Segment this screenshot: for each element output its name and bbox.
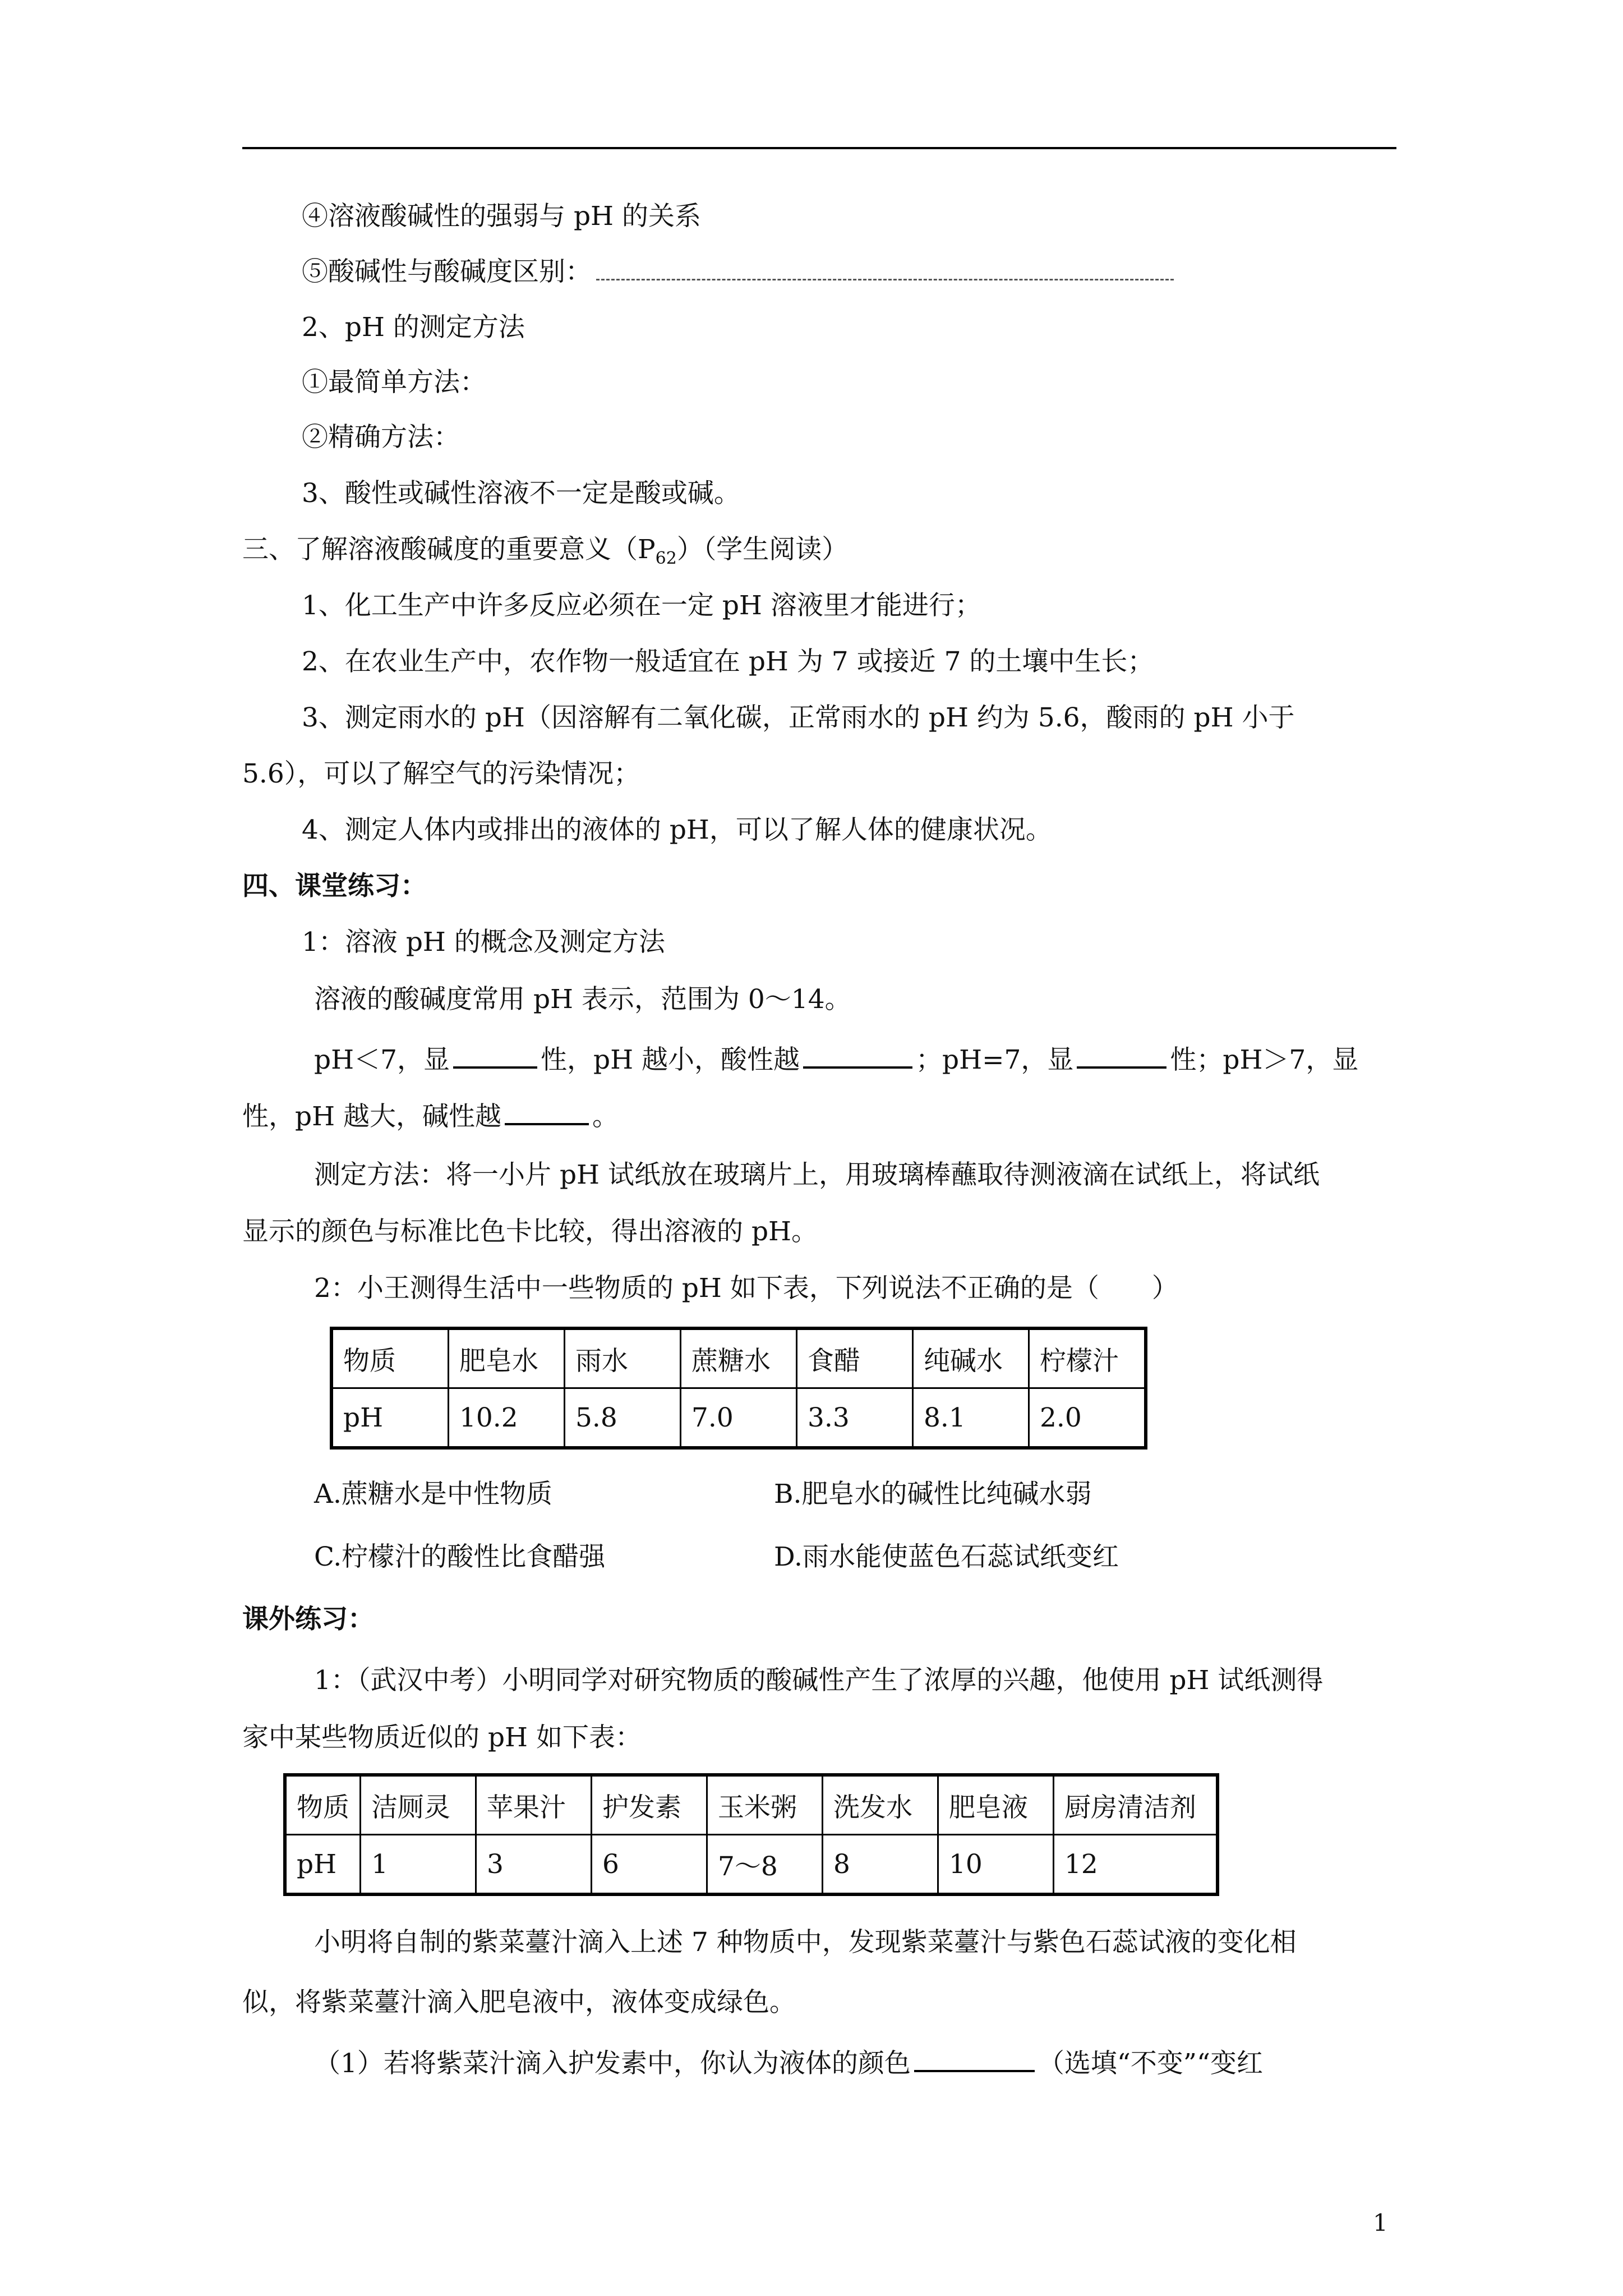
table-cell: 玉米粥	[707, 1775, 823, 1835]
table-cell: pH	[331, 1388, 449, 1448]
text-line: 3、酸性或碱性溶液不一定是酸或碱。	[302, 478, 740, 509]
option-a: A.蔗糖水是中性物质	[314, 1479, 552, 1510]
text-line: ④溶液酸碱性的强弱与 pH 的关系	[302, 201, 701, 232]
table-cell: 5.8	[565, 1388, 681, 1448]
page-number: 1	[1373, 2209, 1388, 2237]
option-b: B.肥皂水的碱性比纯碱水弱	[774, 1479, 1092, 1510]
answer-blank	[453, 1042, 537, 1069]
text-segment: （1）若将紫菜汁滴入护发素中，你认为液体的颜色	[314, 2048, 911, 2079]
text-segment: （选填“不变”“变红	[1038, 2048, 1263, 2079]
text-segment: 性，pH 越小，酸性越	[540, 1045, 800, 1075]
text-line: 家中某些物质近似的 pH 如下表：	[242, 1722, 642, 1753]
answer-blank	[1077, 1042, 1166, 1069]
text-line: 5.6），可以了解空气的污染情况；	[242, 758, 640, 789]
table-cell: 厨房清洁剂	[1054, 1775, 1218, 1835]
table-row	[331, 1328, 1146, 1388]
header-rule	[242, 147, 1396, 149]
text-line: 小明将自制的紫菜薹汁滴入上述 7 种物质中，发现紫菜薹汁与紫色石蕊试液的变化相	[314, 1927, 1297, 1958]
table-cell: 6	[592, 1835, 707, 1895]
section-heading: 四、课堂练习：	[242, 871, 427, 901]
table-cell: 8	[823, 1835, 938, 1895]
table-cell: 洁厕灵	[361, 1775, 476, 1835]
text-segment: 。	[592, 1101, 619, 1132]
answer-blank	[596, 256, 1174, 280]
table-cell: 2.0	[1029, 1388, 1146, 1448]
answer-blank	[914, 2045, 1035, 2072]
question-line: 1：（武汉中考）小明同学对研究物质的酸碱性产生了浓厚的兴趣，他使用 pH 试纸测得	[314, 1665, 1324, 1696]
table-cell: pH	[285, 1835, 361, 1895]
table-cell: 柠檬汁	[1029, 1328, 1146, 1388]
ph-table-1	[330, 1327, 1147, 1450]
table-cell: 肥皂水	[449, 1328, 565, 1388]
table-cell: 1	[361, 1835, 476, 1895]
text-line	[314, 1042, 1358, 1077]
table-cell: 12	[1054, 1835, 1218, 1895]
table-cell: 10.2	[449, 1388, 565, 1448]
text-segment: pH＜7，显	[314, 1045, 450, 1075]
ph-table-2	[283, 1773, 1219, 1896]
text-segment: 性，pH 越大，碱性越	[242, 1101, 502, 1132]
text-line	[302, 255, 1174, 289]
table-cell: 3.3	[797, 1388, 913, 1448]
text-line: 似，将紫菜薹汁滴入肥皂液中，液体变成绿色。	[242, 1987, 796, 2018]
text-line: ②精确方法：	[302, 422, 460, 453]
question-line	[314, 2045, 1263, 2081]
table-cell: 洗发水	[823, 1775, 938, 1835]
table-cell: 7～8	[707, 1835, 823, 1895]
option-d: D.雨水能使蓝色石蕊试纸变红	[774, 1542, 1119, 1572]
table-row	[331, 1388, 1146, 1448]
table-row	[285, 1835, 1218, 1895]
table-cell: 纯碱水	[913, 1328, 1029, 1388]
table-cell: 7.0	[681, 1388, 797, 1448]
text-line: 3、测定雨水的 pH（因溶解有二氧化碳，正常雨水的 pH 约为 5.6，酸雨的 pH 小于	[302, 702, 1295, 733]
table-cell: 食醋	[797, 1328, 913, 1388]
table-cell: 3	[476, 1835, 592, 1895]
text-segment: ）（学生阅读）	[676, 534, 849, 565]
text-segment: 性；pH＞7，显	[1170, 1045, 1359, 1075]
option-c: C.柠檬汁的酸性比食醋强	[314, 1542, 606, 1572]
text-segment: 三、了解溶液酸碱度的重要意义（P	[242, 534, 656, 565]
text-line: 1、化工生产中许多反应必须在一定 pH 溶液里才能进行；	[302, 590, 981, 621]
table-cell: 8.1	[913, 1388, 1029, 1448]
text-line: 2、pH 的测定方法	[302, 312, 525, 343]
text-line: ①最简单方法：	[302, 367, 486, 398]
table-row	[285, 1775, 1218, 1835]
table-cell: 蔗糖水	[681, 1328, 797, 1388]
table-cell: 护发素	[592, 1775, 707, 1835]
table-cell: 物质	[331, 1328, 449, 1388]
text-line: 1：溶液 pH 的概念及测定方法	[302, 927, 665, 958]
text-line: 4、测定人体内或排出的液体的 pH，可以了解人体的健康状况。	[302, 815, 1052, 845]
section-heading	[242, 533, 848, 576]
text-line: 溶液的酸碱度常用 pH 表示，范围为 0～14。	[314, 984, 851, 1015]
table-cell: 肥皂液	[938, 1775, 1054, 1835]
table-cell: 物质	[285, 1775, 361, 1835]
table-cell: 苹果汁	[476, 1775, 592, 1835]
answer-blank	[803, 1042, 912, 1069]
text-line	[242, 1098, 619, 1134]
text-line: 显示的颜色与标准比色卡比较，得出溶液的 pH。	[242, 1216, 818, 1247]
table-cell: 雨水	[565, 1328, 681, 1388]
text-segment: ⑤酸碱性与酸碱度区别：	[302, 256, 592, 287]
table-cell: 10	[938, 1835, 1054, 1895]
text-segment: ；pH=7，显	[916, 1045, 1074, 1075]
answer-blank	[505, 1098, 589, 1125]
section-heading: 课外练习：	[242, 1604, 374, 1635]
text-line: 测定方法：将一小片 pH 试纸放在玻璃片上，用玻璃棒蘸取待测液滴在试纸上，将试纸	[314, 1159, 1320, 1190]
text-line: 2、在农业生产中，农作物一般适宜在 pH 为 7 或接近 7 的土壤中生长；	[302, 646, 1154, 677]
subscript: 62	[655, 549, 677, 568]
question-line: 2：小王测得生活中一些物质的 pH 如下表，下列说法不正确的是（ ）	[314, 1273, 1178, 1304]
